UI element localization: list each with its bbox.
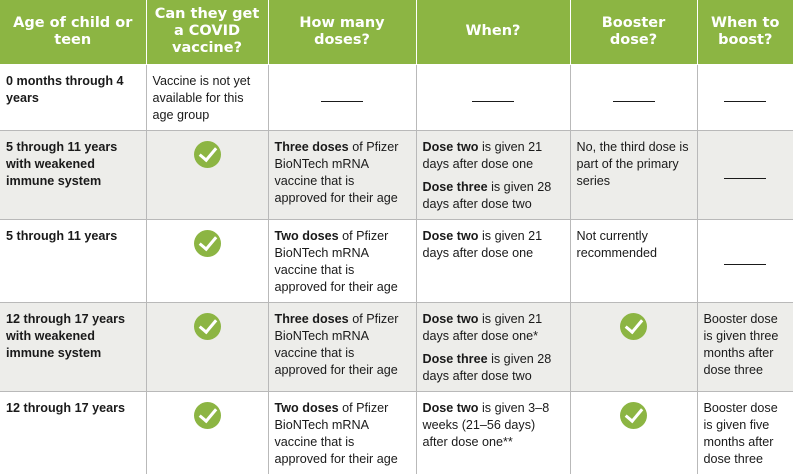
vaccine-availability-cell xyxy=(146,130,268,219)
when-cell xyxy=(416,391,570,474)
doses-cell xyxy=(268,130,416,219)
dose-label: Dose two xyxy=(422,228,479,243)
dash-icon xyxy=(724,178,766,179)
table-row xyxy=(0,130,793,219)
booster-cell xyxy=(570,302,697,391)
boost-when-cell: Booster dose is given three months after dose three xyxy=(697,302,793,391)
dash-icon xyxy=(724,264,766,265)
dose-timing: is given 21 days after dose one* xyxy=(422,311,543,343)
dash-icon xyxy=(472,101,514,102)
check-circle-icon xyxy=(194,313,221,340)
doses-count: Three doses xyxy=(274,311,349,326)
booster-cell xyxy=(570,64,697,130)
age-cell: 12 through 17 years with weakened immune system xyxy=(0,302,146,391)
header-age: Age of child or teen xyxy=(0,0,146,64)
check-circle-icon xyxy=(620,402,647,429)
table-row xyxy=(0,302,793,391)
doses-count: Two doses xyxy=(274,400,339,415)
header-booster-dose: Booster dose? xyxy=(570,0,697,64)
when-cell xyxy=(416,64,570,130)
age-cell: 5 through 11 years xyxy=(0,219,146,302)
booster-cell: Not currently recommended xyxy=(570,219,697,302)
dose-label: Dose three xyxy=(422,179,488,194)
doses-detail: of Pfizer BioNTech mRNA vaccine that is approved for their age xyxy=(274,228,398,294)
when-cell xyxy=(416,130,570,219)
doses-cell xyxy=(268,302,416,391)
boost-when-cell: Booster dose is given five months after dose three xyxy=(697,391,793,474)
doses-detail: of Pfizer BioNTech mRNA vaccine that is approved for their age xyxy=(274,400,398,466)
dose-label: Dose two xyxy=(422,311,479,326)
doses-cell xyxy=(268,219,416,302)
vaccine-availability-cell: Vaccine is not yet available for this age group xyxy=(146,64,268,130)
dose-timing: is given 3–8 weeks (21–56 days) after dose one** xyxy=(422,400,550,449)
table-row xyxy=(0,219,793,302)
doses-cell xyxy=(268,64,416,130)
header-can-get-vaccine: Can they get a COVID vaccine? xyxy=(146,0,268,64)
booster-cell xyxy=(570,391,697,474)
check-circle-icon xyxy=(194,141,221,168)
vaccine-availability-cell xyxy=(146,302,268,391)
booster-cell: No, the third dose is part of the primary series xyxy=(570,130,697,219)
dash-icon xyxy=(724,101,766,102)
boost-when-cell xyxy=(697,130,793,219)
check-circle-icon xyxy=(620,313,647,340)
doses-count: Three doses xyxy=(274,139,349,154)
age-cell: 0 months through 4 years xyxy=(0,64,146,130)
dash-icon xyxy=(321,101,363,102)
dash-icon xyxy=(613,101,655,102)
header-row xyxy=(0,0,793,64)
header-when-to-boost: When to boost? xyxy=(697,0,793,64)
doses-detail: of Pfizer BioNTech mRNA vaccine that is approved for their age xyxy=(274,139,399,205)
dose-timing: is given 21 days after dose one xyxy=(422,228,543,260)
age-cell: 5 through 11 years with weakened immune system xyxy=(0,130,146,219)
check-circle-icon xyxy=(194,402,221,429)
check-circle-icon xyxy=(194,230,221,257)
dose-label: Dose two xyxy=(422,400,479,415)
doses-cell xyxy=(268,391,416,474)
boost-when-cell xyxy=(697,64,793,130)
dose-timing: is given 28 days after dose two xyxy=(422,179,552,211)
boost-when-cell xyxy=(697,219,793,302)
dose-timing: is given 21 days after dose one xyxy=(422,139,543,171)
table-row xyxy=(0,391,793,474)
vaccine-availability-cell xyxy=(146,219,268,302)
age-cell: 12 through 17 years xyxy=(0,391,146,474)
header-when: When? xyxy=(416,0,570,64)
doses-count: Two doses xyxy=(274,228,339,243)
dose-timing: is given 28 days after dose two xyxy=(422,351,552,383)
when-cell xyxy=(416,219,570,302)
when-cell xyxy=(416,302,570,391)
vaccine-availability-cell xyxy=(146,391,268,474)
dose-label: Dose three xyxy=(422,351,488,366)
doses-detail: of Pfizer BioNTech mRNA vaccine that is approved for their age xyxy=(274,311,399,377)
table-row xyxy=(0,64,793,130)
dose-label: Dose two xyxy=(422,139,479,154)
header-how-many-doses: How many doses? xyxy=(268,0,416,64)
